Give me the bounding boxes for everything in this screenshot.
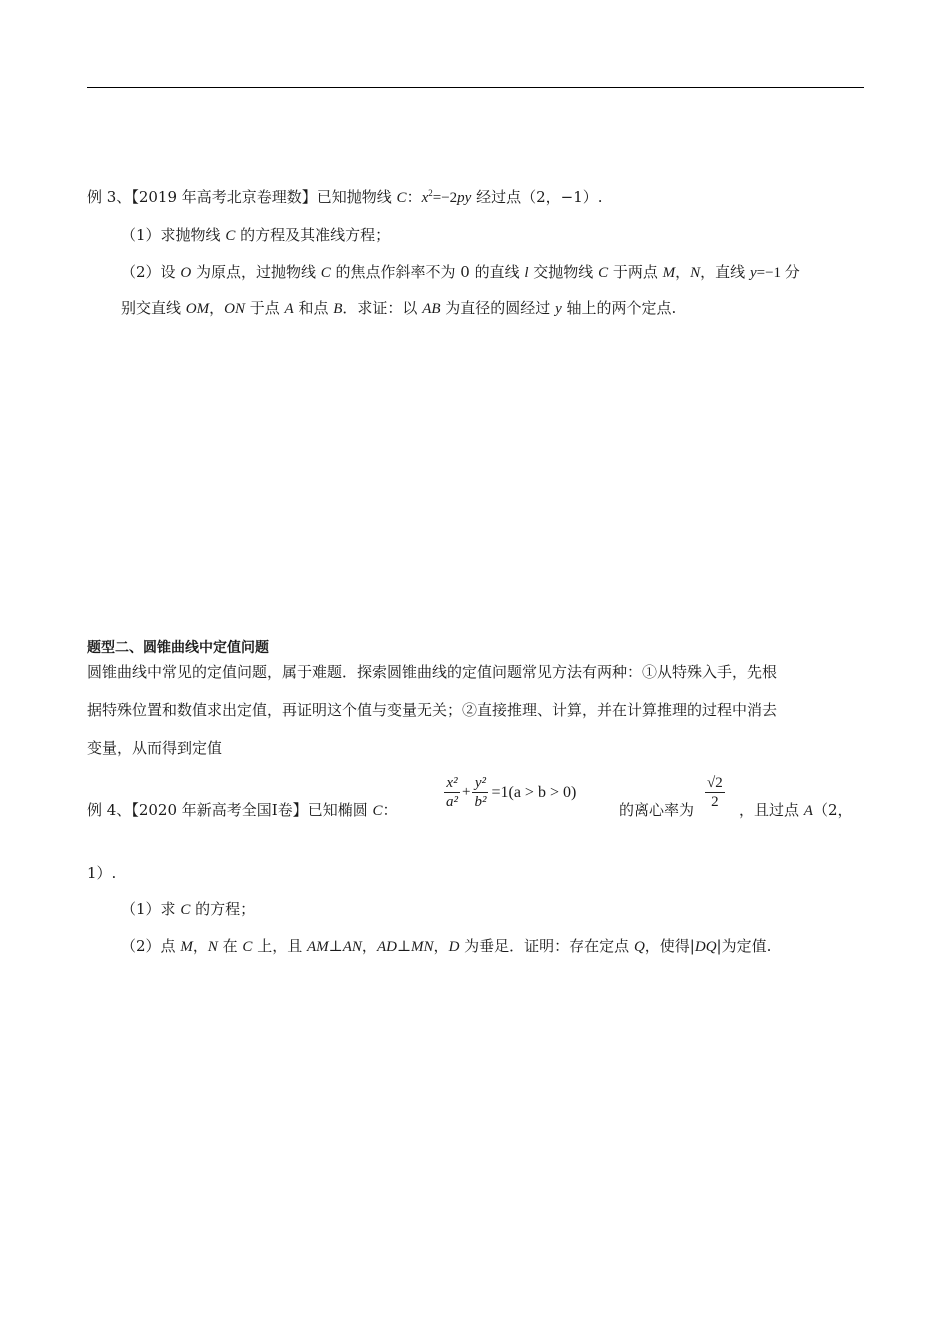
text: ，且过点	[739, 801, 804, 819]
var: C	[180, 902, 191, 918]
var: DQ	[694, 939, 717, 955]
var: A	[803, 803, 813, 819]
text: 的方程及其准线方程；	[235, 226, 391, 244]
text: ．求证：以	[342, 299, 423, 317]
exponent: 2	[428, 188, 433, 198]
text: ，	[675, 263, 691, 281]
denominator: 2	[711, 794, 719, 810]
example-3-question-2-line-1	[121, 261, 800, 284]
ellipse-equation	[444, 774, 576, 811]
text: 求	[160, 900, 181, 918]
example-label: 例 4、	[87, 801, 132, 819]
equation-rest: =1(a > b > 0)	[491, 783, 577, 801]
text: 点	[160, 937, 181, 955]
question-number: （1）	[121, 900, 161, 918]
example-label: 例 3、	[87, 188, 132, 206]
text: 交抛物线	[528, 263, 599, 281]
denominator: a²	[446, 794, 458, 810]
text: 的焦点作斜率不为 0 的直线	[330, 263, 525, 281]
text: 设	[160, 263, 181, 281]
text: ，	[433, 937, 449, 955]
header-rule	[87, 87, 864, 88]
example-4-statement-start	[87, 799, 398, 822]
var: D	[448, 939, 460, 955]
eccentricity-text: 的离心率为	[619, 801, 695, 819]
var: C	[372, 803, 383, 819]
var: M	[180, 939, 193, 955]
var: x	[421, 190, 429, 206]
source-tag: 【2019 年高考北京卷理数】	[131, 188, 317, 206]
text: ，	[192, 937, 208, 955]
var: N	[690, 265, 701, 281]
text: =−1 分	[756, 265, 800, 281]
denominator: b²	[474, 794, 487, 810]
text: ，	[209, 299, 225, 317]
var: Q	[633, 939, 645, 955]
section-paragraph-line-3: 变量，从而得到定值	[87, 739, 223, 757]
example-3-question-2-line-2	[121, 297, 676, 320]
var: C	[320, 265, 331, 281]
example-4-question-1	[121, 898, 255, 921]
text: ：	[406, 188, 422, 206]
example-4-statement-end	[739, 799, 853, 822]
section-paragraph-line-2: 据特殊位置和数值求出定值，再证明这个值与变量无关；②直接推理、计算，并在计算推理的过程中消去	[87, 701, 778, 719]
var: C	[225, 228, 236, 244]
text: 为垂足．证明：存在定点	[459, 937, 634, 955]
fraction-sqrt2-over-2	[705, 774, 725, 811]
text: 于两点	[608, 263, 663, 281]
var: A	[284, 301, 294, 317]
example-4-statement-continuation: 1）.	[87, 864, 117, 882]
var: C	[242, 939, 253, 955]
text: 已知抛物线	[316, 188, 397, 206]
text: =−2	[432, 190, 458, 206]
var: AM	[306, 939, 329, 955]
var: MN	[411, 939, 434, 955]
var: ON	[224, 301, 245, 317]
text: 经过点（2，−1）.	[471, 188, 603, 206]
text: 别交直线	[121, 299, 186, 317]
var: OM	[185, 301, 210, 317]
example-4-question-2	[121, 935, 771, 958]
question-number: （2）	[121, 937, 161, 955]
text: |为定值.	[716, 937, 772, 955]
text: （2，	[812, 801, 853, 819]
numerator: y²	[472, 774, 488, 793]
numerator: √2	[707, 775, 723, 791]
text: 求抛物线	[160, 226, 226, 244]
fraction-x	[444, 774, 460, 811]
text: ，使得|	[644, 937, 695, 955]
text: 于点	[244, 299, 285, 317]
source-tag: 【2020 年新高考全国Ⅰ卷】	[131, 801, 308, 819]
text: 的方程；	[190, 900, 256, 918]
var: C	[598, 265, 609, 281]
example-3-statement	[87, 186, 603, 209]
fraction-y	[472, 774, 488, 811]
eccentricity-value	[705, 774, 725, 811]
var: O	[180, 265, 192, 281]
perp-symbol: ⊥	[396, 937, 412, 955]
section-paragraph-line-1: 圆锥曲线中常见的定值问题，属于难题．探索圆锥曲线的定值问题常见方法有两种：①从特殊入手，先根	[87, 663, 778, 681]
text: ，直线	[700, 263, 750, 281]
var: N	[207, 939, 218, 955]
example-3-question-1	[121, 224, 390, 247]
text: 轴上的两个定点.	[561, 299, 677, 317]
var: AB	[422, 301, 441, 317]
section-title: 题型二、圆锥曲线中定值问题	[87, 640, 269, 656]
text: 已知椭圆	[307, 801, 373, 819]
var: AD	[376, 939, 397, 955]
var: l	[524, 265, 529, 281]
var: y	[749, 265, 757, 281]
var: M	[662, 265, 676, 281]
text: 和点	[293, 299, 334, 317]
question-number: （1）	[121, 226, 161, 244]
text: ，	[361, 937, 377, 955]
perp-symbol: ⊥	[328, 937, 343, 955]
text: 为直径的圆经过	[440, 299, 556, 317]
var: py	[457, 190, 472, 206]
numerator: x²	[444, 774, 460, 793]
question-number: （2）	[121, 263, 161, 281]
var: C	[396, 190, 407, 206]
text: 为原点，过抛物线	[191, 263, 321, 281]
var: AN	[342, 939, 362, 955]
var: y	[555, 301, 562, 317]
text: ：	[382, 801, 398, 819]
text: 在	[217, 937, 243, 955]
plus-sign: +	[462, 784, 471, 800]
var: B	[333, 301, 343, 317]
text: 上，且	[252, 937, 307, 955]
